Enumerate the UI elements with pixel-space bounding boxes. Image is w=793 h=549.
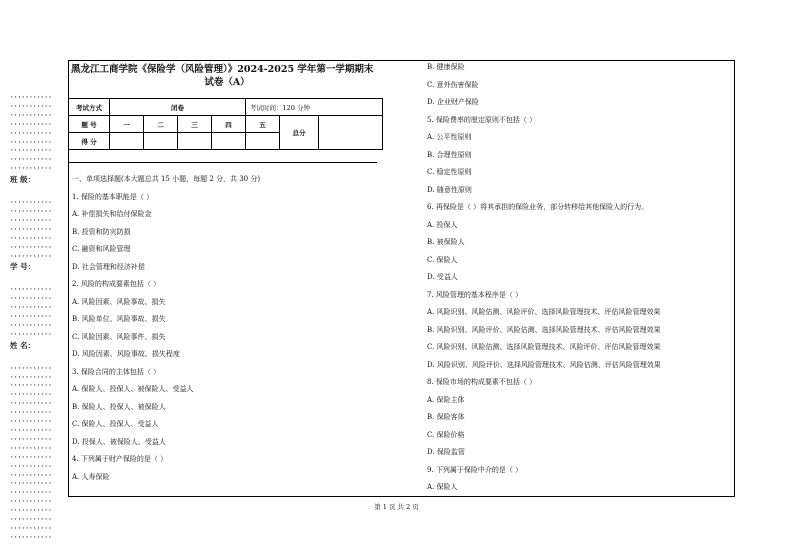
option-line: B. 风险单位、风险事故、损失 <box>72 315 166 323</box>
student-id-label: 学 号： <box>10 262 36 272</box>
option-line: B. 合理性原则 <box>427 150 472 159</box>
option-line: D. 风险因素、风险事故、损失程度 <box>72 350 180 358</box>
question-line: 7. 风险管理的基本程序是（ ） <box>427 290 523 299</box>
exam-time: 考试时间：120 分钟 <box>246 99 383 116</box>
question-line: 5. 保险费率的厘定原则不包括（ ） <box>427 115 537 124</box>
dot-row: ··········· <box>10 364 52 372</box>
question-line: 6. 再保险是（ ）将其承担的保险业务，部分转移给其他保险人的行为。 <box>427 203 649 211</box>
col-4: 四 <box>212 116 246 133</box>
question-line: 2. 风险的构成要素包括（ ） <box>72 280 161 288</box>
dot-row: ··········· <box>10 216 52 224</box>
score-cell-1 <box>110 133 144 150</box>
right-column <box>427 61 727 496</box>
dot-row: ··········· <box>10 199 52 207</box>
exam-page <box>68 60 735 497</box>
score-cell-3 <box>178 133 212 150</box>
dot-row: ··········· <box>10 400 52 408</box>
question-line: 8. 保险市场的构成要素不包括（ ） <box>427 378 537 386</box>
question-line: 3. 保险合同的主体包括（ ） <box>72 367 161 376</box>
option-line: C. 保险人 <box>427 255 458 264</box>
option-line: A. 保险人、投保人、被保险人、受益人 <box>72 385 194 393</box>
option-line: A. 补偿损失和给付保险金 <box>72 210 152 218</box>
dot-row: ··········· <box>10 165 52 173</box>
col-5: 五 <box>246 116 280 133</box>
dot-row: ··········· <box>10 286 52 294</box>
dot-row: ··········· <box>10 427 52 434</box>
exam-method-label: 考试方式 <box>69 99 110 116</box>
col-1: 一 <box>110 116 144 133</box>
score-label: 得 分 <box>69 133 110 150</box>
option-line: B. 健康保险 <box>427 63 465 71</box>
section-divider <box>69 162 377 163</box>
dot-row: ··········· <box>10 507 52 515</box>
dot-row: ··········· <box>10 498 52 506</box>
dot-row: ··········· <box>10 295 52 303</box>
dot-row: ··········· <box>10 120 52 128</box>
dot-row: ··········· <box>10 373 52 381</box>
title-line-1: 黑龙江工商学院《保险学（风险管理）》2024-2025 学年第一学期期末 <box>71 64 374 75</box>
option-line: B. 风险识别、风险评价、风险估测、选择风险管理技术、评估风险管理效果 <box>427 325 661 334</box>
dot-row: ··········· <box>10 313 52 321</box>
option-line: B. 投资和防灾防损 <box>72 227 131 236</box>
dot-row: ··········· <box>10 480 52 488</box>
option-line: A. 风险因素、风险事故、损失 <box>72 297 166 306</box>
option-line: A. 保险主体 <box>427 395 465 404</box>
dot-row: ··········· <box>10 330 52 338</box>
dot-row: ··········· <box>10 321 52 329</box>
col-2: 二 <box>144 116 178 133</box>
exam-title <box>71 63 383 89</box>
dot-row: ··········· <box>10 418 52 426</box>
option-line: D. 投保人、被保险人、受益人 <box>72 437 166 446</box>
dot-row: ··········· <box>10 471 52 479</box>
name-label: 姓 名： <box>10 340 36 350</box>
option-line: A. 公平性原则 <box>427 133 472 141</box>
right-question-list <box>427 59 661 497</box>
title-line-2: 试卷（A） <box>204 77 250 88</box>
score-table <box>68 98 383 150</box>
dot-row: ··········· <box>10 147 52 155</box>
score-cell-4 <box>212 133 246 150</box>
option-line: D. 风险识别、风险评价、选择风险管理技术、风险估测、评估风险管理效果 <box>427 360 661 369</box>
dot-row: ··········· <box>10 489 52 497</box>
dot-row: ··········· <box>10 409 52 417</box>
dotted-cut-line <box>10 365 60 543</box>
dotted-cut-line <box>10 94 60 174</box>
score-cell-2 <box>144 133 178 150</box>
left-column <box>69 61 385 496</box>
question-line: 4. 下列属于财产保险的是（ ） <box>72 455 168 463</box>
option-line: B. 保险客体 <box>427 413 465 421</box>
dot-row: ··········· <box>10 234 52 242</box>
option-line: A. 投保人 <box>427 220 458 229</box>
dot-row: ··········· <box>10 516 52 524</box>
option-line: A. 风险识别、风险估测、风险评价、选择风险管理技术、评估风险管理效果 <box>427 308 661 316</box>
score-cell-5 <box>246 133 280 150</box>
section-heading: 一、单项选择题(本大题总共 15 小题，每题 2 分，共 30 分) <box>72 175 261 183</box>
dot-row: ··········· <box>10 453 52 461</box>
page-footer: 第 1 页 共 2 页 <box>374 503 419 511</box>
total-score-cell <box>319 116 383 150</box>
dot-row: ··········· <box>10 533 52 541</box>
option-line: C. 风险因素、风险事件、损失 <box>72 332 166 341</box>
dot-row: ··········· <box>10 94 52 101</box>
binding-margin <box>10 0 60 543</box>
dot-row: ··········· <box>10 444 52 452</box>
option-line: D. 受益人 <box>427 273 458 281</box>
dotted-cut-line <box>10 199 60 261</box>
option-line: D. 随意性原则 <box>427 185 472 194</box>
dot-row: ··········· <box>10 207 52 215</box>
question-line: 1. 保险的基本职能是（ ） <box>72 192 154 201</box>
option-line: C. 风险识别、风险估测、选择风险管理技术、风险评价、评估风险管理效果 <box>427 343 661 351</box>
col-3: 三 <box>178 116 212 133</box>
dot-row: ··········· <box>10 102 52 110</box>
option-line: D. 社会管理和经济补偿 <box>72 262 145 271</box>
dot-row: ··········· <box>10 252 52 260</box>
dot-row: ··········· <box>10 462 52 470</box>
dot-row: ··········· <box>10 156 52 164</box>
option-line: C. 保险价格 <box>427 430 465 439</box>
dot-row: ··········· <box>10 111 52 119</box>
option-line: C. 稳定性原则 <box>427 168 472 176</box>
option-line: A. 人寿保险 <box>72 472 110 481</box>
left-question-list <box>72 171 260 486</box>
question-no-label: 题 号 <box>69 116 110 133</box>
dot-row: ··········· <box>10 243 52 251</box>
dotted-cut-line <box>10 286 60 339</box>
total-label: 总分 <box>280 116 319 150</box>
question-line: 9. 下列属于保险中介的是（ ） <box>427 465 523 474</box>
dot-row: ··········· <box>10 524 52 532</box>
option-line: C. 融资和风险管理 <box>72 245 131 253</box>
class-label: 班 级： <box>10 175 36 185</box>
option-line: A. 保险人 <box>427 483 458 491</box>
option-line: C. 保险人、投保人、受益人 <box>72 420 159 428</box>
dot-row: ··········· <box>10 129 52 137</box>
dot-row: ··········· <box>10 304 52 312</box>
option-line: C. 意外伤害保险 <box>427 80 479 89</box>
option-line: B. 被保险人 <box>427 238 465 246</box>
option-line: D. 保险监管 <box>427 448 465 456</box>
dot-row: ··········· <box>10 391 52 399</box>
option-line: B. 保险人、投保人、被保险人 <box>72 402 166 411</box>
dot-row: ··········· <box>10 138 52 146</box>
exam-method-value: 闭卷 <box>110 99 246 116</box>
dot-row: ··········· <box>10 225 52 233</box>
dot-row: ··········· <box>10 382 52 390</box>
option-line: D. 企业财产保险 <box>427 98 479 106</box>
dot-row: ··········· <box>10 435 52 443</box>
